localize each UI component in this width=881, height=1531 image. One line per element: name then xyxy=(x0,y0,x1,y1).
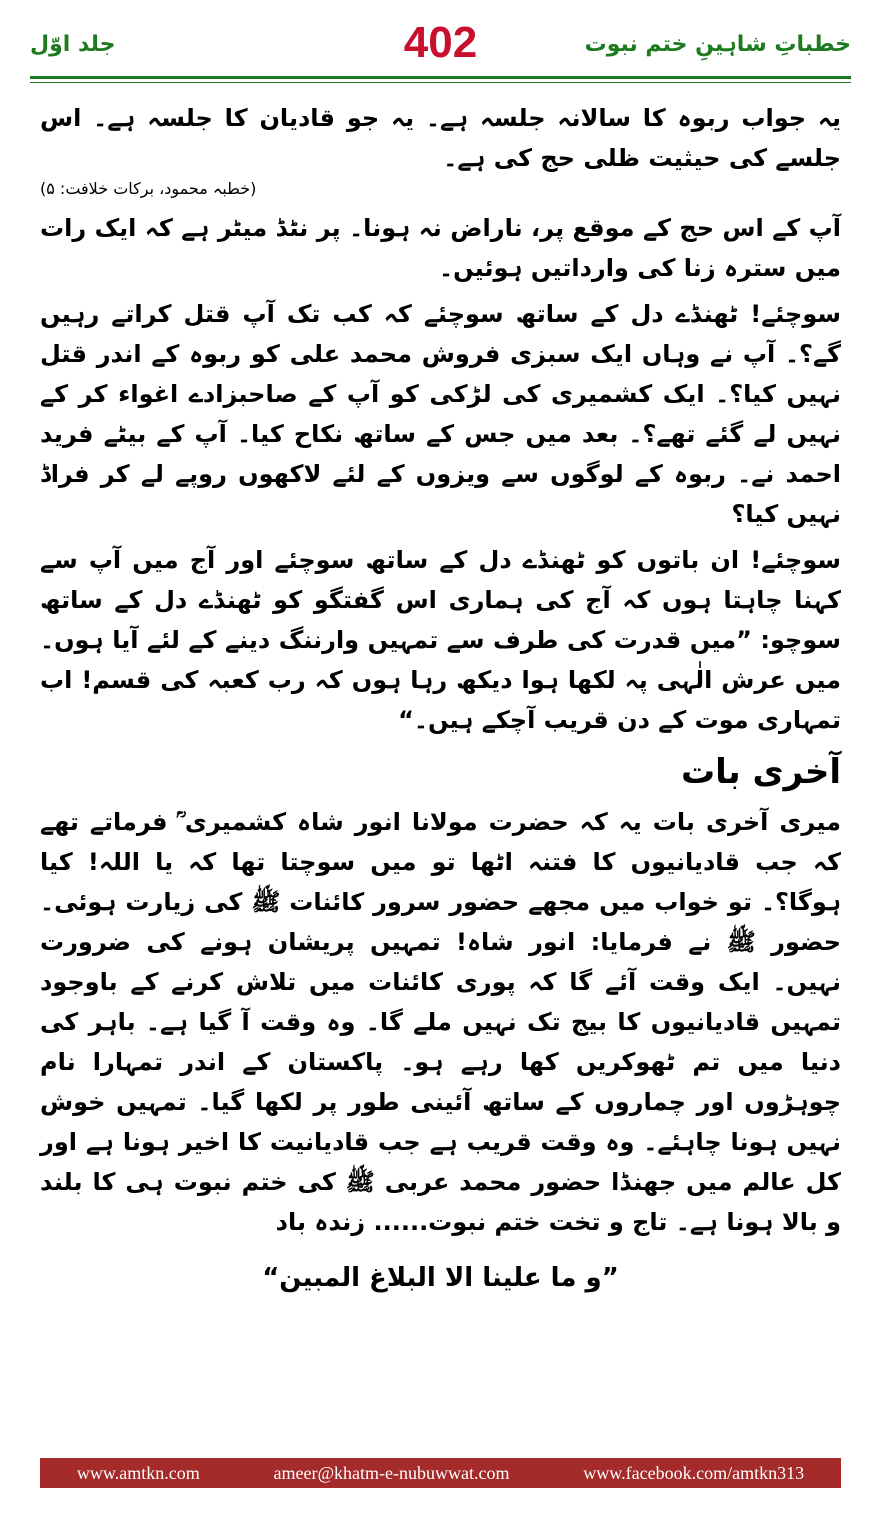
page-number: 402 xyxy=(403,18,478,67)
footer-facebook-link[interactable]: www.facebook.com/amtkn313 xyxy=(583,1463,805,1483)
paragraph-1-text: یہ جواب ربوہ کا سالانہ جلسہ ہے۔ یہ جو قادیان کا جلسہ ہے۔ اس جلسے کی حیثیت ظلی حج کی ہے۔ xyxy=(40,104,841,172)
header-rule-thick xyxy=(30,76,851,79)
footer-bar xyxy=(40,1458,841,1488)
paragraph-1 xyxy=(40,98,841,202)
citation: (خطبہ محمود، برکات خلافت: ۵) xyxy=(40,179,257,198)
page-header xyxy=(30,18,851,74)
section-heading: آخری بات xyxy=(680,752,841,792)
footer-email-link[interactable]: ameer@khatm-e-nubuwwat.com xyxy=(273,1463,510,1483)
paragraph-4: سوچئے! ان باتوں کو ٹھنڈے دل کے ساتھ سوچئے اور آج میں آپ سے کہنا چاہتا ہوں کہ آج کی ہماری اس گفتگو کو ٹھنڈے دل کے ساتھ سوچو: ”میں قدرت کی طرف سے تمہیں وارننگ دینے کے لئے آیا ہوں۔ میں عرش الٰہی پہ لکھا ہوا دیکھ رہا ہوں کہ رب کعبہ کی قسم! اب تمہاری موت کے دن قریب آچکے ہیں۔“ xyxy=(40,546,841,734)
book-title: خطباتِ شاہینِ ختم نبوت xyxy=(584,32,851,57)
volume-label: جلد اوّل xyxy=(30,32,116,57)
header-rule-thin xyxy=(30,82,851,83)
paragraph-2: آپ کے اس حج کے موقع پر، ناراض نہ ہونا۔ پر نٹڈ میٹر ہے کہ ایک رات میں سترہ زنا کی وارداتیں ہوئیں۔ xyxy=(40,214,841,282)
paragraph-3: سوچئے! ٹھنڈے دل کے ساتھ سوچئے کہ کب تک آپ قتل کراتے رہیں گے؟۔ آپ نے وہاں ایک سبزی فروش محمد علی کو ربوہ کے اندر قتل نہیں کیا؟۔ ایک کشمیری کی لڑکی کو آپ کے صاحبزادے اغواء کر کے نہیں لے گئے تھے؟۔ بعد میں جس کے ساتھ نکاح کیا۔ آپ کے بیٹے فرید احمد نے۔ ربوہ کے لوگوں سے ویزوں کے لئے لاکھوں روپے لے کر فراڈ نہیں کیا؟ xyxy=(40,300,841,528)
closing-line: ”و ما علینا الا البلاغ المبین“ xyxy=(262,1263,619,1293)
body-text xyxy=(40,98,841,1298)
paragraph-5: میری آخری بات یہ کہ حضرت مولانا انور شاہ کشمیری ؒ فرماتے تھے کہ جب قادیانیوں کا فتنہ اٹھا تو میں سوچتا تھا کہ یا اللہ! کیا ہوگا؟۔ تو خواب میں مجھے حضور سرور کائنات ﷺ کی زیارت ہوئی۔ حضور ﷺ نے فرمایا: انور شاہ! تمہیں پریشان ہونے کی ضرورت نہیں۔ ایک وقت آئے گا کہ پوری کائنات میں تلاش کرنے کے باوجود تمہیں قادیانیوں کا بیج تک نہیں ملے گا۔ وہ وقت آ گیا ہے۔ باہر کی دنیا میں تم ٹھوکریں کھا رہے ہو۔ پاکستان کے اندر تمہارا نام چوہڑوں اور چماروں کے ساتھ آئینی طور پر لکھا گیا۔ تمہیں خوش نہیں ہونا چاہئے۔ وہ وقت قریب ہے جب قادیانیت کا اخیر ہونا ہے اور کل عالم میں جھنڈا حضور محمد عربی ﷺ کی ختم نبوت ہی کا بلند و بالا ہونا ہے۔ تاج و تخت ختم نبوت...... زندہ باد xyxy=(40,808,841,1236)
footer-website-link[interactable]: www.amtkn.com xyxy=(76,1463,200,1483)
